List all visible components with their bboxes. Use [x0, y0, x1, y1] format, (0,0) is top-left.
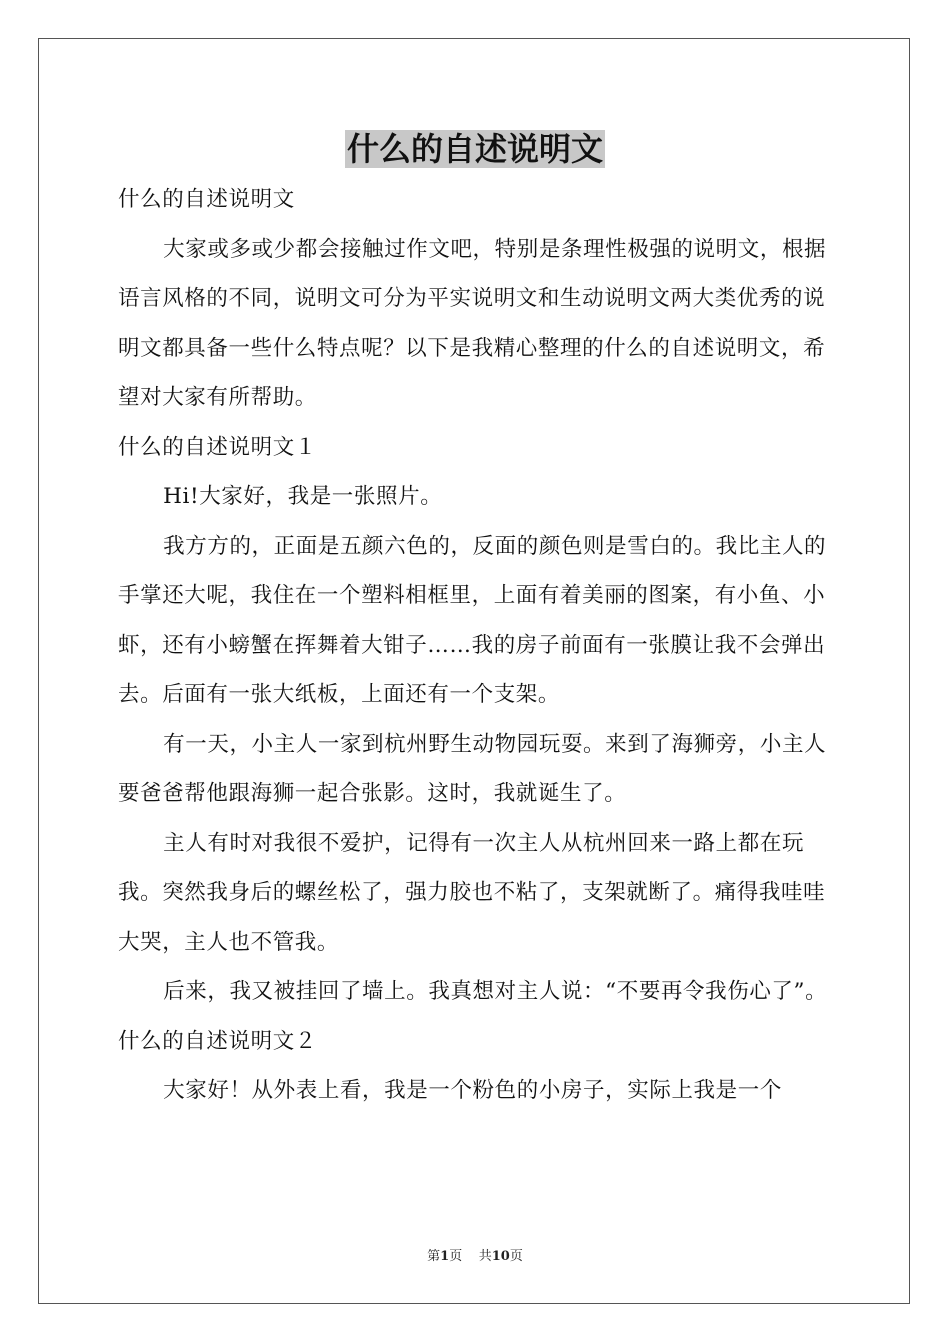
footer-page-current: 1 — [440, 1249, 450, 1264]
section-heading: 什么的自述说明文 — [118, 187, 295, 212]
body-paragraph: Hi!大家好，我是一张照片。 — [163, 484, 443, 509]
body-paragraph: 大家或多或少都会接触过作文吧，特别是条理性极强的说明文，根据语言风格的不同，说明文可分为平实说明文和生动说明文两大类优秀的说明文都具备一些什么特点呢？以下是我精心整理的什么的自述说明文，希望对大家有所帮助。 — [118, 236, 827, 410]
body-paragraph: 我方方的，正面是五颜六色的，反面的颜色则是雪白的。我比主人的手掌还大呢，我住在一个塑料相框里，上面有着美丽的图案，有小鱼、小虾，还有小螃蟹在挥舞着大钳子……我的房子前面有一张膜让我不会弹出去。后面有一张大纸板，上面还有一个支架。 — [118, 533, 827, 707]
document-title — [0, 127, 950, 171]
document-body — [118, 175, 834, 1116]
section-heading: 什么的自述说明文１ — [118, 434, 317, 460]
footer-page-prefix: 第 — [427, 1249, 441, 1264]
body-paragraph: 主人有时对我很不爱护，记得有一次主人从杭州回来一路上都在玩我。突然我身后的螺丝松了，强力胶也不粘了，支架就断了。痛得我哇哇大哭，主人也不管我。 — [118, 830, 826, 955]
footer-page-unit: 页 — [449, 1249, 463, 1264]
body-paragraph: 后来，我又被挂回了墙上。我真想对主人说：“不要再令我伤心了”。 — [163, 979, 828, 1004]
body-paragraph: 有一天，小主人一家到杭州野生动物园玩耍。来到了海狮旁，小主人要爸爸帮他跟海狮一起合张影。这时，我就诞生了。 — [118, 731, 827, 806]
body-paragraph: 大家好！从外表上看，我是一个粉色的小房子，实际上我是一个 — [163, 1078, 782, 1103]
footer-total-prefix: 共 — [478, 1249, 492, 1264]
page-footer — [0, 1247, 950, 1267]
section-heading: 什么的自述说明文２ — [118, 1028, 317, 1054]
document-title-text: 什么的自述说明文 — [346, 130, 603, 168]
footer-page-total: 10 — [491, 1249, 510, 1264]
footer-total-unit: 页 — [509, 1249, 523, 1264]
